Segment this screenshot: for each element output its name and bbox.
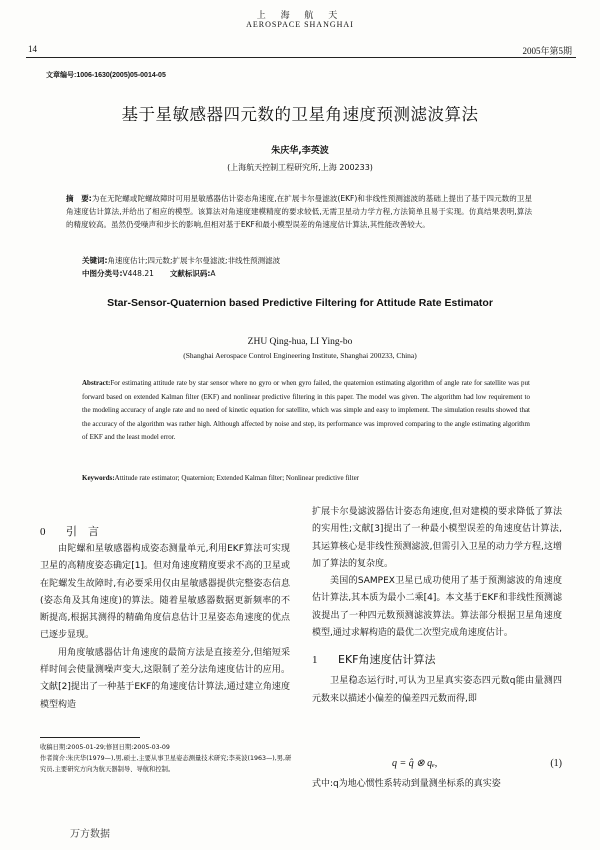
footnote-rule (40, 737, 140, 738)
section-0-heading (40, 523, 290, 541)
issue-label: 2005年第5期 (522, 46, 572, 56)
running-header-journal-en: AEROSPACE SHANGHAI (246, 20, 354, 29)
equation-explanation: 式中:q为地心惯性系转动到量测坐标系的真实姿 (312, 779, 501, 789)
abstract-cn (66, 192, 532, 231)
intro-paragraph-2-cont: 扩展卡尔曼滤波器估计姿态角速度,但对建模的要求降低了算法的实用性;文献[3]提出了一种最小模型误差的角速度估计算法,其运算核心是非线性预测滤波,但需引入卫星的动力学方程,这增加了算法的复杂度。 (312, 507, 562, 569)
equation-1-number: (1) (550, 758, 562, 769)
article-number: 文章编号:1006-1630(2005)05-0014-05 (46, 72, 166, 79)
clc-value: V448.21 (122, 269, 154, 278)
header-rule (26, 57, 576, 58)
abstract-en-label: Abstract: (82, 379, 111, 387)
abstract-cn-text: 为在无陀螺或陀螺故障时可用星敏感器估计姿态角速度,在扩展卡尔曼滤波(EKF)和非线性预测滤波的基础上提出了基于四元数的卫星角速度估计算法,并给出了相应的模型。该算法对角速度建模精度的要求较低,无需卫星动力学方程,方法简单且易于实现。仿真结果表明,算法的精度较高。虽然仍受噪声和步长的影响,但相对基于EKF和最小模型误差的角速度估计算法,其性能改善较大。 (66, 194, 532, 229)
keywords-en-label: Keywords: (82, 474, 115, 482)
keywords-en (82, 474, 542, 482)
left-column (40, 523, 290, 714)
keywords-en-text: Attitude rate estimator; Quaternion; Extended Kalman filter; Nonlinear predictive filter (114, 474, 360, 482)
section-0-number: 0 (40, 526, 46, 538)
authors-en: ZHU Qing-hua, LI Ying-bo (247, 337, 353, 347)
equation-1-expression: q = q̂ ⊗ qₑ, (392, 758, 438, 769)
classification-cn (82, 268, 216, 279)
doc-code-label: 文献标识码: (169, 269, 211, 278)
keywords-cn-text: 角速度估计;四元数;扩展卡尔曼滤波;非线性预测滤波 (107, 256, 281, 265)
keywords-cn-label: 关键词: (82, 256, 108, 265)
intro-paragraph-1: 由陀螺和星敏感器构成姿态测量单元,利用EKF算法可实现卫星的高精度姿态确定[1]。但对角速度精度要求不高的卫星或在陀螺发生故障时,有必要采用仅由星敏感器提供完整姿态信息(姿态角及其角速度)的算法。随着星敏感器数据更新频率的不断提高,根据其测得的精确角度信息估计卫星姿态角速度的优点已逐步显现。 (40, 544, 290, 641)
section-1-number: 1 (312, 654, 318, 667)
page-number: 14 (28, 44, 37, 54)
affiliation-cn: (上海航天控制工程研究所,上海 200233) (227, 163, 373, 172)
abstract-en (82, 377, 530, 445)
section-1-paragraph-1: 卫星稳态运行时,可认为卫星真实姿态四元数q能由量测四元数来以描述小偏差的偏差四元数而得,即 (312, 676, 562, 704)
running-header-journal-cn: 上 海 航 天 (256, 11, 344, 21)
section-1-title: EKF角速度估计算法 (338, 653, 436, 667)
footnote (40, 742, 292, 775)
footnote-received: 收稿日期:2005-01-29;修回日期:2005-03-09 (40, 744, 170, 751)
footnote-bio: 作者简介:朱庆华(1979—),男,硕士,主要从事卫星姿态测量技术研究;李英波(1963—),男,研究员,主要研究方向为航天器制导、导航和控制。 (40, 755, 292, 773)
doc-code-value: A (210, 269, 216, 278)
section-0-title: 引 言 (66, 525, 99, 538)
keywords-cn (82, 255, 280, 266)
intro-paragraph-3: 美国的SAMPEX卫星已成功使用了基于预测滤波的角速度估计算法,其本质为最小二乘[4]。本文基于EKF和非线性预测滤波提出了一种四元数预测滤波算法。算法部分根据卫星角速度模型,通过求解构造的最优二次型完成角速度估计。 (312, 576, 562, 639)
abstract-en-text: For estimating attitude rate by star sensor where no gyro or when gyro failed, the quaternion estimating algorithm of angle rate for satellite was put forward based on extended Kalman filter (EKF) and nonlinear predictive filtering in this paper. The model was given. The algorithm had low requirement to the modeling accuracy of angle rate and no need of kinetic equation for satellite, which was simple and easy to implement. The simulation results showed that the accuracy of the algorithm was rather high. Although affected by noise and step, its performance was improved comparing to the angle estimating algorithm of EKF and the least model error. (82, 379, 530, 442)
equation-1 (312, 758, 562, 774)
clc-label: 中图分类号: (82, 269, 123, 278)
intro-paragraph-2: 用角度敏感器估计角速度的最简方法是直接差分,但缩短采样时间会使量测噪声变大,这限制了差分法角速度估计的应用。文献[2]提出了一种基于EKF的角速度估计算法,通过建立角速度模型构造 (40, 647, 290, 710)
watermark: 万方数据 (70, 829, 110, 840)
title-cn: 基于星敏感器四元数的卫星角速度预测滤波算法 (121, 105, 479, 124)
title-en: Star-Sensor-Quaternion based Predictive Filtering for Attitude Rate Estimator (107, 297, 493, 309)
abstract-cn-label: 摘 要: (66, 194, 92, 203)
section-1-heading (312, 651, 562, 669)
right-column (312, 504, 562, 708)
affiliation-en: (Shanghai Aerospace Control Engineering Institute, Shanghai 200233, China) (183, 351, 417, 360)
authors-cn: 朱庆华,李英波 (271, 146, 329, 156)
